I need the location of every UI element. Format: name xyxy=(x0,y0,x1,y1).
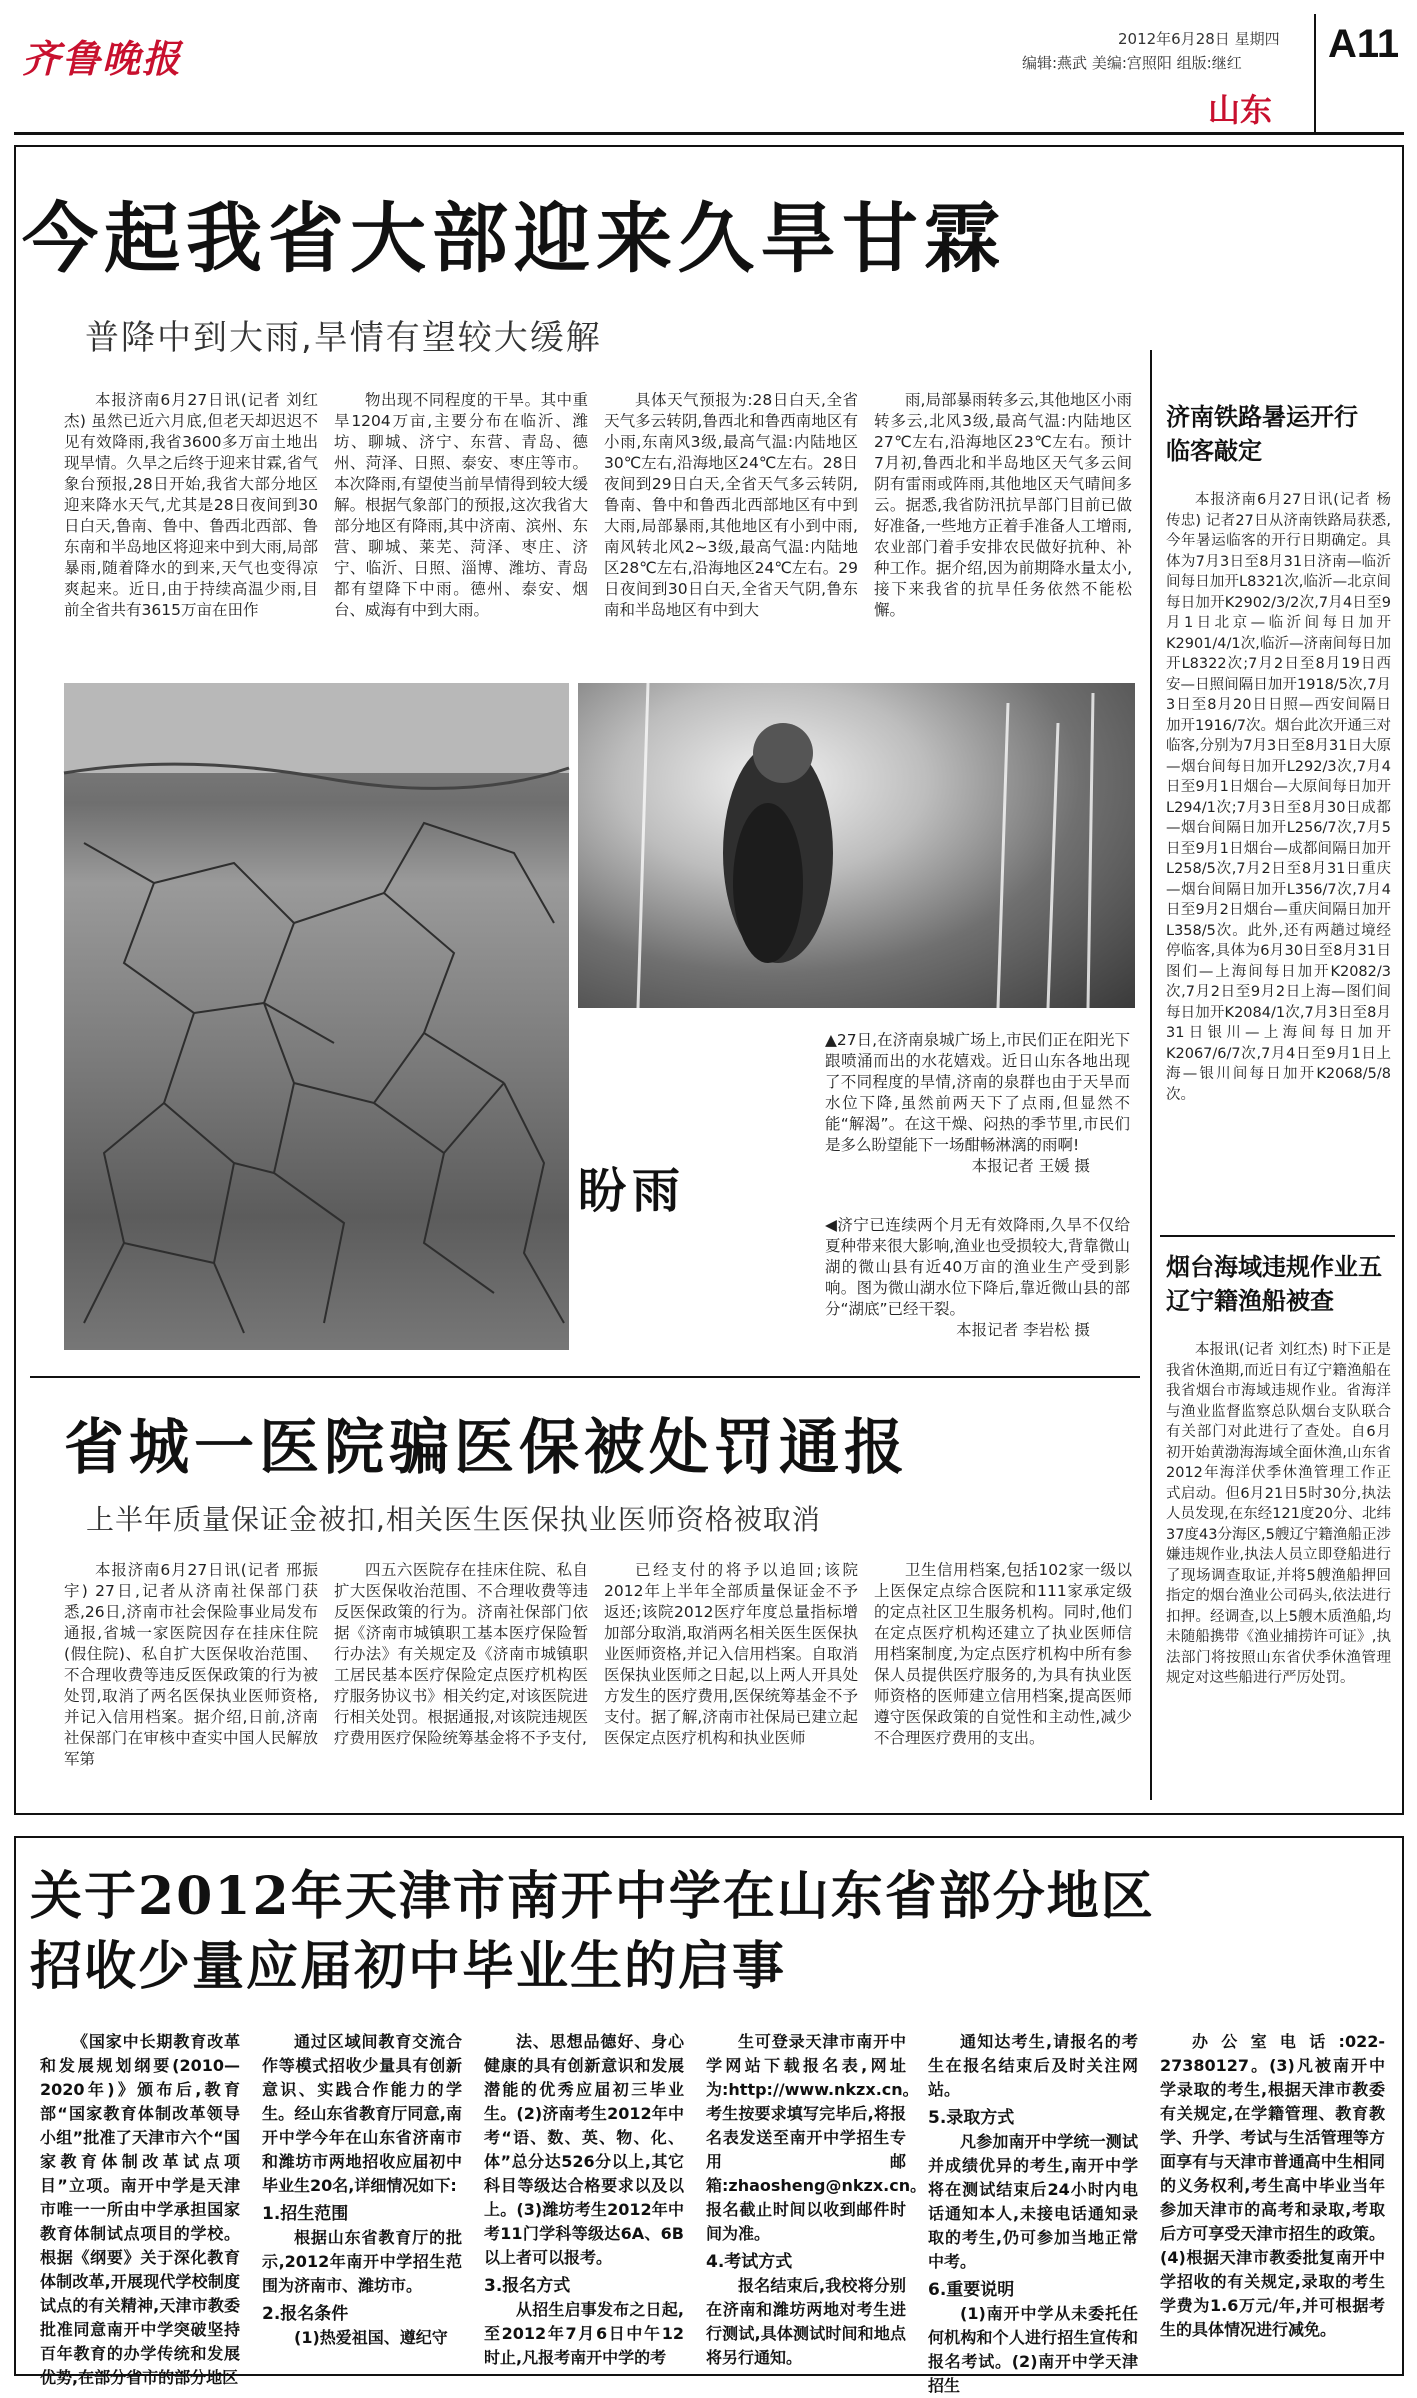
lead-column-2: 物出现不同程度的干旱。其中重旱1204万亩,主要分布在临沂、潍坊、聊城、济宁、东营、青岛、德州、菏泽、日照、泰安、枣庄等市。本次降雨,有望使当前旱情得到较大缓解。根据气象部门的预报,这次我省大部分地区有降雨,其中济南、滨州、东营、聊城、莱芜、菏泽、枣庄、济宁、临沂、日照、淄博、潍坊、青岛都有望降下中雨。德州、泰安、烟台、威海有中到大雨。 xyxy=(334,391,588,619)
lead-column-3: 具体天气预报为:28日白天,全省天气多云转阴,鲁西北和鲁西南地区有小雨,东南风3级,最高气温:内陆地区30℃左右,沿海地区24℃左右。28日夜间到29日白天,全省天气多云转阴,鲁南、鲁中和鲁西北西部地区有中到大雨,局部暴雨,其他地区有小到中雨,南风转北风2~3级,最高气温:内陆地区28℃左右,沿海地区24℃左右。29日夜间到30日白天,全省天气阴,鲁东南和半岛地区有中到大 xyxy=(604,391,858,619)
notice-title-line-2: 招收少量应届初中毕业生的启事 xyxy=(30,1936,787,1997)
masthead-rule xyxy=(14,132,1404,135)
notice-heading-2: 2.报名条件 xyxy=(262,2304,349,2324)
notice-column-6: 办公室电话:022-27380127。(3)凡被南开中学录取的考生,根据天津市教委有关规定,在学籍管理、教育教学、升学、考试与生活管理等方面享有与天津市普通高中生相同的义务权利,考生高中毕业当年参加天津市的高考和录取,考取后方可享受天津市招生的政策。(4)根据天津市教委批复南开中学招收的有关规定,录取的考生学费为1.6万元/年,并可根据考生的具体情况进行减免。 xyxy=(1160,2032,1385,2339)
section-label: 山东 xyxy=(1208,91,1273,129)
lead-subhead: 普降中到大雨,旱情有望较大缓解 xyxy=(85,318,602,358)
photo-caption-right: ▲27日,在济南泉城广场上,市民们正在阳光下跟喷涌而出的水花嬉戏。近日山东各地出现了不同程度的旱情,济南的泉群也由于天旱而水位下降,虽然前两天下了点雨,但显然不能“解渴”。在这干燥、闷热的季节里,市民们是多么盼望能下一场酣畅淋漓的雨啊! 本报记者 王媛 摄 xyxy=(825,1031,1130,1175)
sidebar-story-2-title: 烟台海域违规作业五辽宁籍渔船被查 xyxy=(1166,1253,1382,1315)
sidebar-divider xyxy=(1150,350,1152,1800)
newspaper-logo: 齐鲁晚报 xyxy=(22,36,183,81)
photo-feature-title: 盼雨 xyxy=(578,1163,687,1219)
hospital-column-3: 已经支付的将予以追回;该院2012年上半年全部质量保证金不予返还;该院2012医疗年度总量指标增加部分取消,取消两名相关医生医保执业医师资格,并记入信用档案。自取消医保执业医师之日起,以上两人开具处方发生的医疗费用,医保统筹基金不予支付。据了解,济南市社保局已建立起医保定点医疗机构和执业医师 xyxy=(604,1561,858,1747)
cracked-lakebed-photo xyxy=(64,683,569,1350)
cracked-ground-illustration xyxy=(64,683,569,1350)
notice-heading-6: 6.重要说明 xyxy=(928,2280,1015,2300)
photo-credit-left: 本报记者 李岩松 摄 xyxy=(956,1321,1090,1339)
photo-caption-left: ◀济宁已连续两个月无有效降雨,久旱不仅给夏种带来很大影响,渔业也受损较大,背靠微山湖的微山县有近40万亩的渔业生产受到影响。图为微山湖水位下降后,靠近微山县的部分“湖底”已经干裂。 本报记者 李岩松 摄 xyxy=(825,1216,1130,1339)
sidebar-story-2-body: 本报讯(记者 刘红杰) 时下正是我省休渔期,而近日有辽宁籍渔船在我省烟台市海域违规作业。省海洋与渔业监督监察总队烟台支队联合有关部门对此进行了查处。自6月初开始黄渤海海域全面休渔,山东省2012年海洋伏季休渔管理工作正式启动。但6月21日5时30分,执法人员发现,在东经121度20分、北纬37度43分海区,5艘辽宁籍渔船正涉嫌违规作业,执法人员立即登船进行了现场调查取证,并将5艘渔船押回指定的烟台渔业公司码头,依法进行扣押。经调查,以上5艘木质渔船,均未随船携带《渔业捕捞许可证》,执法部门将按照山东省伏季休渔管理规定对这些船进行严厉处罚。 xyxy=(1166,1342,1391,1686)
school-notice-title xyxy=(30,1862,1155,2002)
notice-heading-3: 3.报名方式 xyxy=(484,2276,571,2296)
sidebar-story-1-body: 本报济南6月27日讯(记者 杨传忠) 记者27日从济南铁路局获悉,今年暑运临客的开行日期确定。具体为7月3日至8月31日济南—临沂间每日加开L8321次,临沂—北京间每日加开K2902/3/2次,7月4日至9月1日北京—临沂间每日加开K2901/4/1次,临沂—济南间每日加开L8322次;7月2日至8月19日西安—日照间隔日加开1918/5次,7月3日至8月20日日照—西安间隔日加开1916/7次。烟台此次开通三对临客,分别为7月3日至8月31日大原—烟台间每日加开L292/3次,7月4日至9月1日烟台—大原间每日加开L294/1次;7月3日至8月30日成都—烟台间隔日加开L256/7次,7月5日至9月1日烟台—成都间隔日加开L258/5次,7月2日至8月31日重庆—烟台间隔日加开L356/7次,7月4日至9月2日烟台—重庆间隔日加开L358/5次。此外,还有两趟过境经停临客,具体为6月30日至8月31日图们—上海间每日加开K2082/3次,7月2日至9月2日上海—图们间每日加开K2084/1次,7月3日至8月31日银川—上海间每日加开K2067/6/7次,7月4日至9月1日上海—银川间每日加开K2068/5/8次。 xyxy=(1166,492,1392,1103)
editor-credits: 编辑:燕武 美编:宫照阳 组版:继红 xyxy=(1022,54,1242,72)
notice-column-1: 《国家中长期教育改革和发展规划纲要(2010—2020年)》颁布后,教育部“国家教育体制改革领导小组”批准了天津市六个“国家教育体制改革试点项目”立项。南开中学是天津市唯一一所由中学承担国家教育体制试点项目的学校。根据《纲要》关于深化教育体制改革,开展现代学校制度试点的有关精神,天津市教委批准同意南开中学突破坚持百年教育的办学传统和发展优势,在部分省市的部分地区 xyxy=(40,2032,240,2387)
notice-column-3: 法、思想品德好、身心健康的具有创新意识和发展潜能的优秀应届初三毕业生。(2)济南考生2012年中考“语、数、英、物、化、体”总分达526分以上,其它科目等级达合格要求以及以上。(3)潍坊考生2012年中考11门学科等级达6A、6B以上者可以报考。 3.报名方式 从招生启事发布之日起,至2012年7月6日中午12时止,凡报考南开中学的考 xyxy=(484,2032,684,2367)
masthead xyxy=(0,0,1417,140)
notice-heading-5: 5.录取方式 xyxy=(928,2108,1015,2128)
hospital-column-2: 四五六医院存在挂床住院、私自扩大医保收治范围、不合理收费等违反医保政策的行为。济南社保部门依据《济南市城镇职工基本医疗保险暂行办法》有关规定及《济南市城镇职工居民基本医疗保险定点医疗机构医疗服务协议书》相关约定,对该医院进行相关处罚。根据通报,对该院违规医疗费用医疗保险统筹基金将不予支付, xyxy=(334,1561,588,1747)
hospital-subhead: 上半年质量保证金被扣,相关医生医保执业医师资格被取消 xyxy=(86,1503,821,1536)
hospital-column-1: 本报济南6月27日讯(记者 邢振宇) 27日,记者从济南社保部门获悉,26日,济南市社会保险事业局发布通报,省城一家医院因存在挂床住院(假住院)、私自扩大医保收治范围、不合理收费等违反医保政策的行为被处罚,取消了两名医保执业医师资格,并记入信用档案。据介绍,日前,济南社保部门在审核中查实中国人民解放军第 xyxy=(64,1561,318,1768)
photo-credit-right: 本报记者 王媛 摄 xyxy=(971,1157,1090,1175)
hospital-headline: 省城一医院骗医保被处罚通报 xyxy=(64,1413,909,1483)
story-divider xyxy=(30,1376,1140,1378)
sidebar-story-1-title: 济南铁路暑运开行临客敲定 xyxy=(1166,403,1358,465)
masthead-divider xyxy=(1314,14,1316,132)
lead-column-4: 雨,局部暴雨转多云,其他地区小雨转多云,北风3级,最高气温:内陆地区27℃左右,沿海地区23℃左右。预计7月初,鲁西北和半岛地区天气多云间阴有雷雨或阵雨,其他地区天气晴间多云。据悉,我省防汛抗旱部门目前已做好准备,一些地方正着手准备人工增雨,农业部门着手安排农民做好抗种、补种工作。据介绍,因为前期降水量太小,接下来我省的抗旱任务依然不能松懈。 xyxy=(874,391,1132,619)
page-number: A11 xyxy=(1328,22,1400,66)
notice-title-line-1: 关于2012年天津市南开中学在山东省部分地区 xyxy=(30,1866,1155,1927)
lead-column-1: 本报济南6月27日讯(记者 刘红杰) 虽然已近六月底,但老天却迟迟不见有效降雨,我省3600多万亩土地出现旱情。久旱之后终于迎来甘霖,省气象台预报,28日开始,我省大部分地区迎来降水天气,尤其是28日夜间到30日白天,鲁南、鲁中、鲁西北西部、鲁东南和半岛地区将迎来中到大雨,局部暴雨,随着降水的到来,天气也变得凉爽起来。近日,由于持续高温少雨,目前全省共有3615万亩在田作 xyxy=(64,391,318,619)
sidebar-rule xyxy=(1160,1235,1395,1237)
fountain-children-photo xyxy=(578,683,1135,1008)
notice-heading-1: 1.招生范围 xyxy=(262,2204,349,2224)
fountain-illustration xyxy=(578,683,1135,1008)
lead-headline: 今起我省大部迎来久旱甘霖 xyxy=(22,194,1006,283)
notice-column-5: 通知达考生,请报名的考生在报名结束后及时关注网站。 5.录取方式 凡参加南开中学统一测试并成绩优异的考生,南开中学将在测试结束后24小时内电话通知本人,未接电话通知录取的考生,仍可参加当地正常中考。 6.重要说明 (1)南开中学从未委托任何机构和个人进行招生宣传和报名考试。(2)南开中学天津招生 xyxy=(928,2032,1138,2395)
notice-column-2: 通过区域间教育交流合作等模式招收少量具有创新意识、实践合作能力的学生。经山东省教育厅同意,南开中学今年在山东省济南市和潍坊市两地招收应届初中毕业生20名,详细情况如下: 1.招生范围 根据山东省教育厅的批示,2012年南开中学招生范围为济南市、潍坊市。 2.报名条件 (1)热爱祖国、遵纪守 xyxy=(262,2032,462,2347)
hospital-column-4: 卫生信用档案,包括102家一级以上医保定点综合医院和111家承定级的定点社区卫生服务机构。同时,他们在定点医疗机构还建立了执业医师信用档案制度,为定点医疗机构中所有参保人员提供医疗服务的,为具有执业医师资格的医师建立信用档案,提高医师遵守医保政策的自觉性和主动性,减少不合理医疗费用的支出。 xyxy=(874,1561,1132,1747)
issue-date: 2012年6月28日 星期四 xyxy=(1118,30,1280,48)
notice-heading-4: 4.考试方式 xyxy=(706,2252,793,2272)
notice-column-4: 生可登录天津市南开中学网站下载报名表,网址为:http://www.nkzx.cn。考生按要求填写完毕后,将报名表发送至南开中学招生专用邮箱:zhaosheng@nkzx.cn。报名截止时间以收到邮件时间为准。 4.考试方式 报名结束后,我校将分别在济南和潍坊两地对考生进行测试,具体测试时间和地点将另行通知。 xyxy=(706,2032,927,2367)
